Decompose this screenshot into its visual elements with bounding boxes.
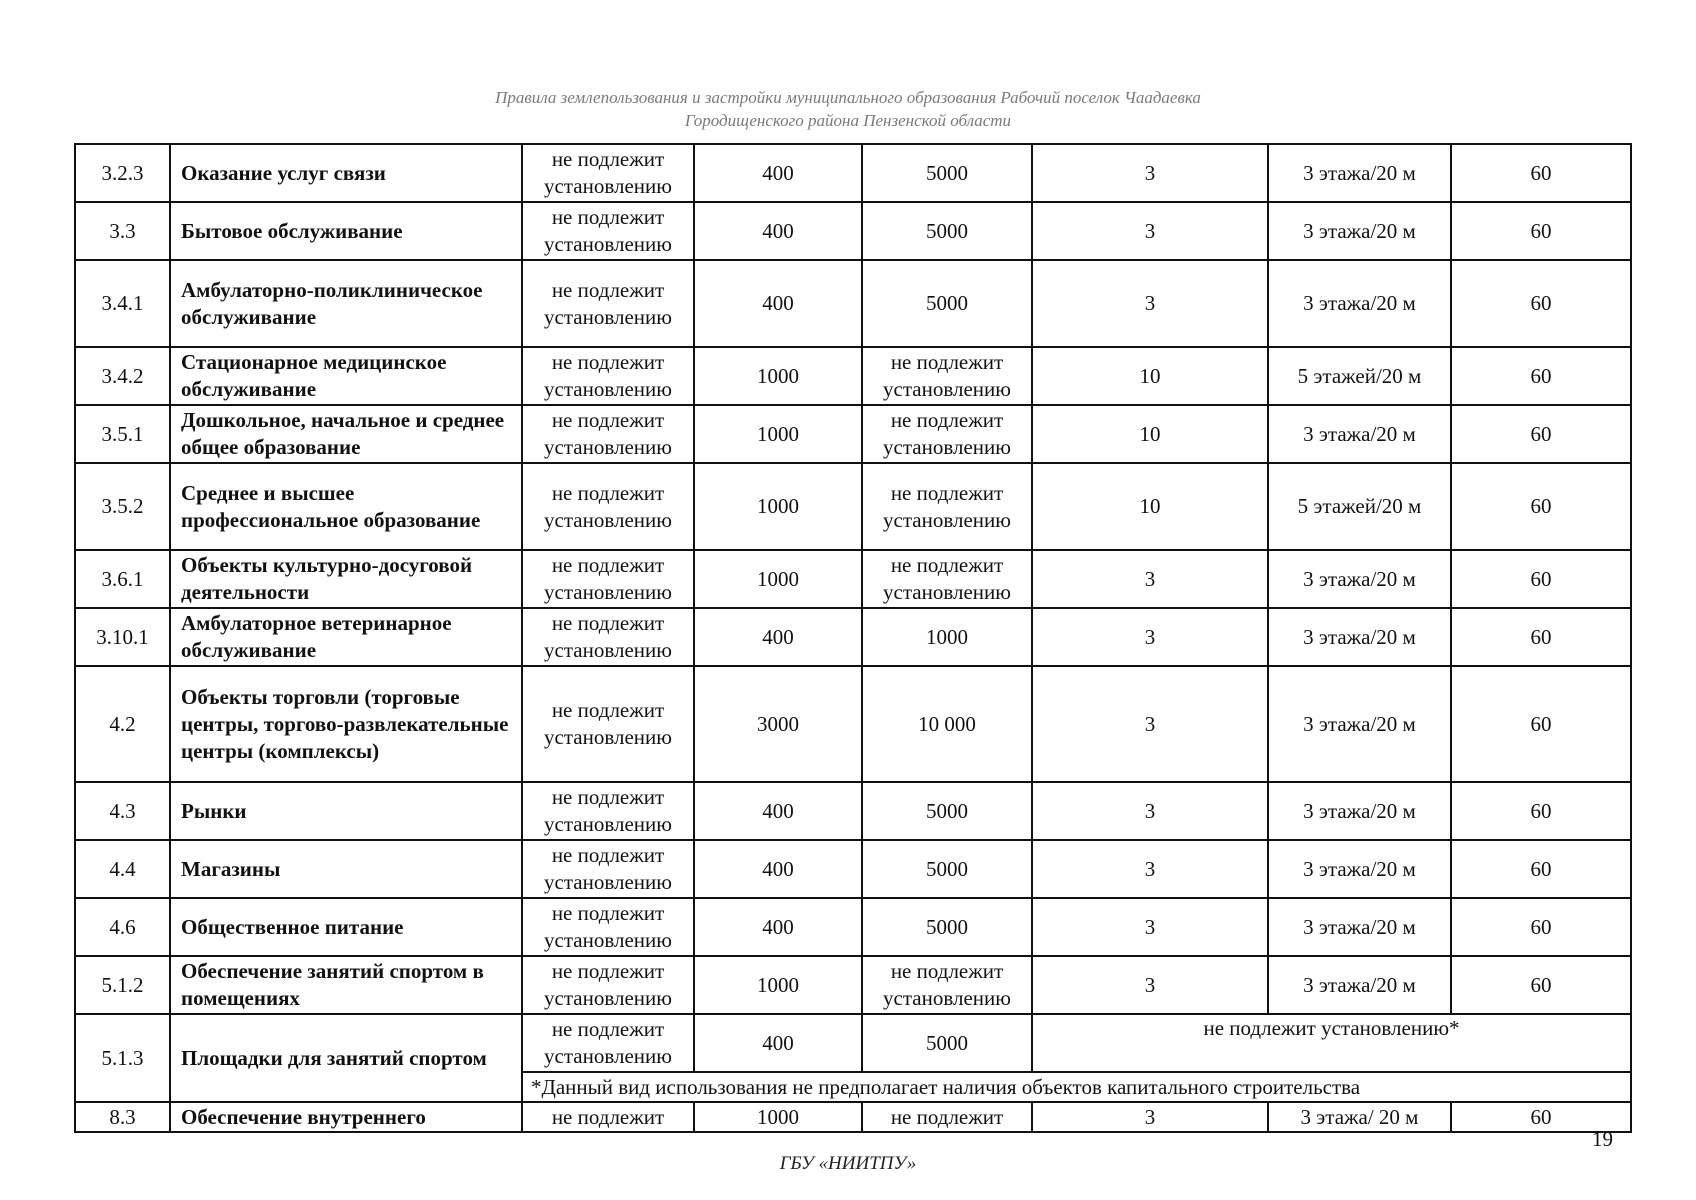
merged-cell: не подлежит установлению*	[1032, 1014, 1631, 1072]
cell-col7: 3 этажа/20 м	[1268, 202, 1451, 260]
table-row	[75, 1014, 1631, 1072]
cell-col3: не подлежит установлению	[522, 956, 694, 1014]
cell-col7: 3 этажа/ 20 м	[1268, 1102, 1451, 1132]
cell-col8: 60	[1451, 144, 1631, 202]
cell-col3: не подлежит установлению	[522, 840, 694, 898]
cell-col5: не подлежит установлению	[862, 463, 1032, 550]
table-row	[75, 550, 1631, 608]
cell-col6: 10	[1032, 405, 1268, 463]
page-footer: ГБУ «НИИТПУ»	[779, 1153, 917, 1174]
table-row	[75, 666, 1631, 782]
cell-col7: 3 этажа/20 м	[1268, 260, 1451, 347]
cell-col4: 1000	[694, 405, 862, 463]
row-name: Обеспечение занятий спортом в помещениях	[170, 956, 522, 1014]
cell-col3: не подлежит установлению	[522, 405, 694, 463]
cell-col8: 60	[1451, 260, 1631, 347]
cell-col4: 1000	[694, 550, 862, 608]
row-name: Объекты культурно-досуговой деятельности	[170, 550, 522, 608]
table-row	[75, 898, 1631, 956]
row-code: 8.3	[75, 1102, 170, 1132]
row-code: 3.6.1	[75, 550, 170, 608]
row-code: 3.5.1	[75, 405, 170, 463]
table-row	[75, 260, 1631, 347]
cell-col7: 3 этажа/20 м	[1268, 956, 1451, 1014]
cell-col5: не подлежит установлению	[862, 956, 1032, 1014]
cell-col7: 5 этажей/20 м	[1268, 463, 1451, 550]
table-row	[75, 1102, 1631, 1132]
cell-col3: не подлежит установлению	[522, 608, 694, 666]
cell-col8: 60	[1451, 550, 1631, 608]
cell-col3: не подлежит установлению	[522, 347, 694, 405]
cell-col5: 1000	[862, 608, 1032, 666]
row-code: 5.1.3	[75, 1014, 170, 1102]
cell-col6: 10	[1032, 463, 1268, 550]
cell-col5: 10 000	[862, 666, 1032, 782]
header-line-2: Городищенского района Пензенской области	[684, 111, 1012, 130]
cell-col3: не подлежит установлению	[522, 463, 694, 550]
cell-col5: не подлежит установлению	[862, 405, 1032, 463]
row-code: 4.2	[75, 666, 170, 782]
cell-col4: 1000	[694, 347, 862, 405]
cell-col6: 3	[1032, 144, 1268, 202]
cell-col8: 60	[1451, 347, 1631, 405]
table-row	[75, 956, 1631, 1014]
cell-col8: 60	[1451, 202, 1631, 260]
cell-col4: 400	[694, 608, 862, 666]
footnote-cell: *Данный вид использования не предполагает наличия объектов капитального строительства	[522, 1072, 1631, 1102]
row-name: Площадки для занятий спортом	[170, 1014, 522, 1102]
cell-col5: не подлежит	[862, 1102, 1032, 1132]
cell-col8: 60	[1451, 405, 1631, 463]
cell-col7: 3 этажа/20 м	[1268, 608, 1451, 666]
row-code: 3.10.1	[75, 608, 170, 666]
cell-col3: не подлежит установлению	[522, 898, 694, 956]
cell-col4: 400	[694, 1014, 862, 1072]
row-code: 4.6	[75, 898, 170, 956]
cell-col4: 3000	[694, 666, 862, 782]
cell-col8: 60	[1451, 782, 1631, 840]
row-code: 4.4	[75, 840, 170, 898]
row-code: 3.2.3	[75, 144, 170, 202]
cell-col4: 1000	[694, 956, 862, 1014]
page-number: 19	[1592, 1127, 1613, 1151]
land-use-table	[74, 143, 1632, 1133]
cell-col4: 400	[694, 202, 862, 260]
header-line-1: Правила землепользования и застройки муниципального образования Рабочий поселок Чаадаевка	[495, 88, 1201, 107]
cell-col7: 3 этажа/20 м	[1268, 782, 1451, 840]
cell-col5: 5000	[862, 144, 1032, 202]
table-row	[75, 144, 1631, 202]
cell-col8: 60	[1451, 956, 1631, 1014]
row-name: Бытовое обслуживание	[170, 202, 522, 260]
cell-col3: не подлежит установлению	[522, 144, 694, 202]
cell-col3: не подлежит установлению	[522, 550, 694, 608]
cell-col5: не подлежит установлению	[862, 550, 1032, 608]
cell-col6: 3	[1032, 956, 1268, 1014]
table-row	[75, 608, 1631, 666]
cell-col7: 3 этажа/20 м	[1268, 666, 1451, 782]
cell-col6: 3	[1032, 782, 1268, 840]
cell-col3: не подлежит установлению	[522, 666, 694, 782]
cell-col5: 5000	[862, 260, 1032, 347]
cell-col6: 3	[1032, 1102, 1268, 1132]
row-name: Обеспечение внутреннего	[170, 1102, 522, 1132]
row-name: Амбулаторное ветеринарное обслуживание	[170, 608, 522, 666]
cell-col6: 3	[1032, 666, 1268, 782]
cell-col5: не подлежит установлению	[862, 347, 1032, 405]
row-name: Оказание услуг связи	[170, 144, 522, 202]
table-row	[75, 347, 1631, 405]
cell-col7: 3 этажа/20 м	[1268, 405, 1451, 463]
cell-col5: 5000	[862, 840, 1032, 898]
row-code: 3.3	[75, 202, 170, 260]
table-row	[75, 840, 1631, 898]
table-row	[75, 782, 1631, 840]
row-name: Дошкольное, начальное и среднее общее образование	[170, 405, 522, 463]
cell-col4: 1000	[694, 1102, 862, 1132]
cell-col3: не подлежит установлению	[522, 202, 694, 260]
row-code: 4.3	[75, 782, 170, 840]
row-name: Среднее и высшее профессиональное образование	[170, 463, 522, 550]
cell-col7: 5 этажей/20 м	[1268, 347, 1451, 405]
cell-col7: 3 этажа/20 м	[1268, 550, 1451, 608]
cell-col5: 5000	[862, 1014, 1032, 1072]
row-code: 3.4.1	[75, 260, 170, 347]
cell-col8: 60	[1451, 898, 1631, 956]
cell-col7: 3 этажа/20 м	[1268, 144, 1451, 202]
table-body	[75, 144, 1631, 1132]
cell-col8: 60	[1451, 666, 1631, 782]
cell-col5: 5000	[862, 782, 1032, 840]
table-row	[75, 405, 1631, 463]
row-name: Магазины	[170, 840, 522, 898]
cell-col6: 3	[1032, 608, 1268, 666]
row-name: Рынки	[170, 782, 522, 840]
cell-col8: 60	[1451, 840, 1631, 898]
cell-col4: 1000	[694, 463, 862, 550]
cell-col3: не подлежит установлению	[522, 1014, 694, 1072]
cell-col4: 400	[694, 144, 862, 202]
cell-col4: 400	[694, 260, 862, 347]
cell-col4: 400	[694, 840, 862, 898]
cell-col3: не подлежит установлению	[522, 782, 694, 840]
row-name: Объекты торговли (торговые центры, торгово-развлекательные центры (комплексы)	[170, 666, 522, 782]
cell-col6: 3	[1032, 202, 1268, 260]
cell-col8: 60	[1451, 608, 1631, 666]
row-name: Амбулаторно-поликлиническое обслуживание	[170, 260, 522, 347]
row-code: 3.4.2	[75, 347, 170, 405]
cell-col3: не подлежит	[522, 1102, 694, 1132]
cell-col4: 400	[694, 782, 862, 840]
table-row	[75, 202, 1631, 260]
cell-col6: 3	[1032, 840, 1268, 898]
cell-col7: 3 этажа/20 м	[1268, 840, 1451, 898]
cell-col5: 5000	[862, 898, 1032, 956]
cell-col7: 3 этажа/20 м	[1268, 898, 1451, 956]
cell-col6: 10	[1032, 347, 1268, 405]
row-name: Общественное питание	[170, 898, 522, 956]
cell-col3: не подлежит установлению	[522, 260, 694, 347]
cell-col4: 400	[694, 898, 862, 956]
row-code: 3.5.2	[75, 463, 170, 550]
cell-col6: 3	[1032, 550, 1268, 608]
row-code: 5.1.2	[75, 956, 170, 1014]
row-name: Стационарное медицинское обслуживание	[170, 347, 522, 405]
cell-col6: 3	[1032, 898, 1268, 956]
cell-col8: 60	[1451, 463, 1631, 550]
cell-col8: 60	[1451, 1102, 1631, 1132]
table-row	[75, 463, 1631, 550]
page-header	[0, 86, 1696, 132]
cell-col6: 3	[1032, 260, 1268, 347]
cell-col5: 5000	[862, 202, 1032, 260]
